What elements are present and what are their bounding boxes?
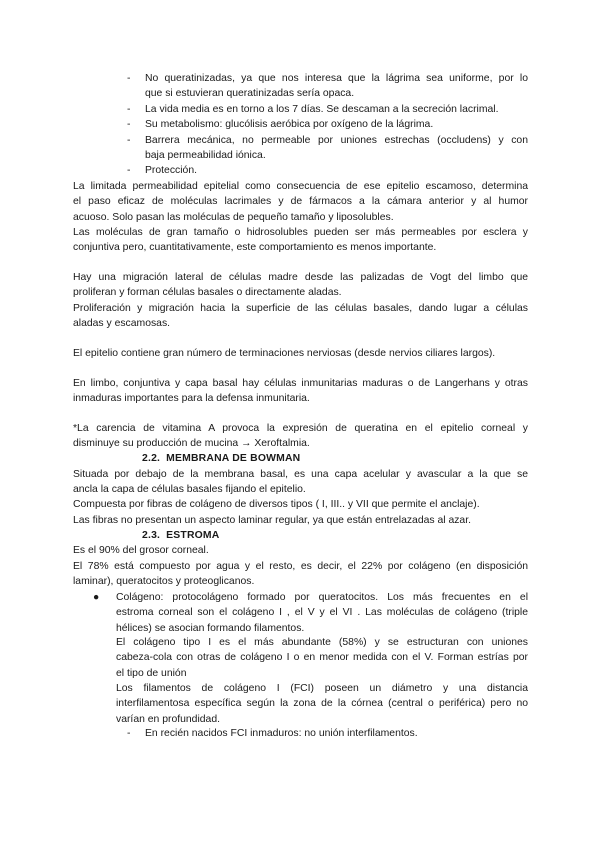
section-heading (142, 451, 306, 466)
dash-marker: - (127, 73, 131, 84)
text-line: el paso eficaz de moléculas lacrimales y de fármacos a la cámara anterior y al humor (73, 196, 528, 208)
dash-marker: - (127, 165, 131, 176)
text-line: Compuesta por fibras de colágeno de diversos tipos ( I, III.. y VII que permite el anclaje). (73, 499, 480, 510)
paragraph (73, 467, 528, 498)
text-line: En limbo, conjuntiva y capa basal hay células inmunitarias maduras o de Langerhans y otras (73, 378, 528, 389)
text-line: *La carencia de vitamina A provoca la expresión de queratina en el epitelio corneal y (73, 423, 528, 434)
text-line: interfilamentosa específica según la zona de la córnea (central o periférica) pero no (116, 698, 528, 710)
paragraph (73, 270, 528, 301)
text-line: aladas y escamosas. (73, 318, 171, 330)
text-line: ancla la capa de células basales fijando el epitelio. (73, 484, 306, 496)
section-number: 2.2. (142, 453, 161, 464)
paragraph (73, 513, 528, 528)
dash-marker: - (127, 728, 131, 739)
text-line: Es el 90% del grosor corneal. (73, 545, 209, 556)
text-line: Su metabolismo: glucólisis aeróbica por oxígeno de la lágrima. (145, 119, 434, 130)
section-heading (142, 528, 226, 543)
dash-marker: - (127, 119, 131, 130)
paragraph (73, 421, 528, 452)
dash-marker: - (127, 135, 131, 146)
text-line: Proliferación y migración hacia la superficie de las células basales, dando lugar a células (73, 303, 528, 314)
paragraph (116, 681, 528, 727)
text-line: Las fibras no presentan un aspecto laminar regular, ya que están entrelazadas al azar. (73, 515, 471, 526)
text-line: El epitelio contiene gran número de terminaciones nerviosas (desde nervios ciliares largos). (73, 348, 496, 359)
text-line: hélices) se asocian formando filamentos. (116, 622, 305, 634)
text-line: Hay una migración lateral de células madre desde las palizadas de Vogt del limbo que (73, 272, 528, 283)
text-line: No queratinizadas, ya que nos interesa que la lágrima sea uniforme, por lo (145, 73, 528, 84)
paragraph (73, 301, 528, 332)
text-line: Los filamentos de colágeno I (FCI) poseen un diámetro y una distancia (116, 683, 528, 694)
paragraph (73, 497, 528, 512)
text-line: el tipo de unión (116, 667, 187, 679)
paragraph (73, 543, 528, 558)
text-line: laminar), queratocitos y proteoglicanos. (73, 576, 255, 588)
text-line: varían en profundidad. (116, 713, 220, 725)
text-line: La limitada permeabilidad epitelial como consecuencia de ese epitelio escamoso, determina (73, 181, 528, 192)
text-line: disminuye su producción de mucina → Xeroftalmia. (73, 438, 310, 450)
text-line: proliferan y forman células basales o directamente aladas. (73, 287, 342, 299)
section-title: MEMBRANA DE BOWMAN (166, 453, 301, 464)
paragraph (116, 635, 528, 681)
paragraph (73, 559, 528, 590)
text-line: estroma corneal son el colágeno I , el V y el VI . Las moléculas de colágeno (triple (116, 607, 528, 619)
text-line: Barrera mecánica, no permeable por uniones estrechas (occludens) y con (145, 135, 528, 146)
section-title: ESTROMA (166, 530, 220, 541)
text-line: baja permeabilidad iónica. (145, 150, 266, 162)
paragraph (73, 225, 528, 256)
text-line: El 78% está compuesto por agua y el resto, es decir, el 22% por colágeno (en disposición (73, 561, 528, 572)
section-number: 2.3. (142, 530, 161, 541)
bullet-marker: ● (93, 592, 100, 603)
text-line: En recién nacidos FCI inmaduros: no unión interfilamentos. (145, 728, 418, 739)
text-line: Situada por debajo de la membrana basal, es una capa acelular y avascular a la que se (73, 469, 528, 480)
text-line: conjuntiva pero, cuantitativamente, este comportamiento es menos importante. (73, 242, 437, 254)
text-line: Protección. (145, 165, 197, 176)
paragraph (73, 179, 528, 225)
text-line: Las moléculas de gran tamaño o hidrosolubles pueden ser más permeables por esclera y (73, 227, 528, 238)
text-line: El colágeno tipo I es el más abundante (58%) y se estructuran con uniones (116, 637, 528, 648)
text-line: inmaduras importantes para la defensa inmunitaria. (73, 393, 310, 405)
text-line: La vida media es en torno a los 7 días. Se descaman a la secreción lacrimal. (145, 104, 499, 115)
text-line: cabeza-cola con otras de colágeno I o en menor medida con el V. Forman estrías por (116, 652, 528, 664)
dash-marker: - (127, 104, 131, 115)
paragraph (73, 376, 528, 407)
text-line: que si estuvieran queratinizadas sería opaca. (145, 88, 355, 100)
text-line: Colágeno: protocolágeno formado por queratocitos. Los más frecuentes en el (116, 592, 528, 603)
text-line: acuoso. Solo pasan las moléculas de pequeño tamaño y liposolubles. (73, 211, 394, 223)
paragraph (73, 346, 528, 361)
